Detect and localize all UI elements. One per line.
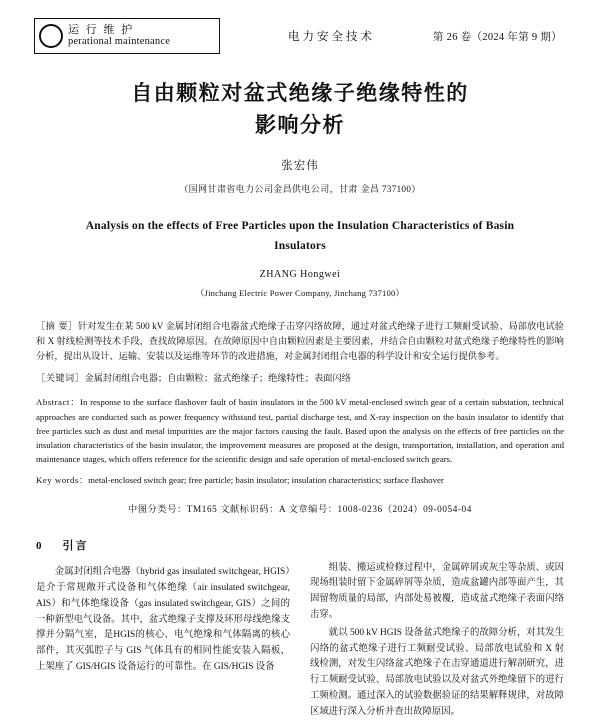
column-mark-en: perational maintenance bbox=[68, 36, 171, 48]
column-left bbox=[36, 537, 290, 723]
abstract-en bbox=[36, 395, 564, 466]
clc-line: 中图分类号：TM165 文献标识码：A 文章编号：1008-0236（2024）09-0054-04 bbox=[128, 503, 472, 514]
title-cn-line1: 自由颗粒对盆式绝缘子绝缘特性的 bbox=[131, 81, 469, 105]
abstract-text-cn: 针对发生在某 500 kV 金属封闭组合电器盆式绝缘子击穿闪络故障，通过对盆式绝缘子进行工频耐受试验、局部放电试验和 X 射线检测等技术手段，查找故障原因。在故障原因中自由颗粒因素是主要因素，并结合自由颗粒对盆式绝缘子绝缘特性的影响分析，提出从设计、运输、安装以及运维等环节的改进措施，对金属封闭组合电器的科学设计和安全运行提供参考。 bbox=[36, 321, 564, 362]
column-right bbox=[310, 537, 564, 723]
column-mark bbox=[34, 18, 220, 54]
keywords-label-en: Key words： bbox=[36, 474, 89, 485]
authors-en: ZHANG Hongwei bbox=[259, 269, 341, 281]
journal-name: 电力安全技术 bbox=[287, 31, 375, 43]
keywords-text-cn: 金属封闭组合电器；自由颗粒；盆式绝缘子；绝缘特性；表面闪络 bbox=[84, 372, 351, 383]
abstract-block bbox=[36, 319, 564, 487]
keywords-cn bbox=[36, 371, 564, 386]
body-columns bbox=[36, 537, 564, 723]
abstract-cn bbox=[36, 319, 564, 365]
title-en: Analysis on the effects of Free Particles upon the Insulation Characteristics of Basin Insulators bbox=[85, 220, 515, 252]
page-header bbox=[0, 0, 600, 58]
circle-o-logo-icon bbox=[39, 24, 63, 48]
abstract-label-en: Abstract： bbox=[36, 397, 81, 408]
section-heading bbox=[36, 537, 290, 555]
affiliation-cn: （国网甘肃省电力公司金昌供电公司，甘肃 金昌 737100） bbox=[179, 184, 421, 194]
affiliation-en: （Jinchang Electric Power Company, Jinchang 737100） bbox=[195, 288, 405, 299]
keywords-text-en: metal-enclosed switch gear; free particle; basin insulator; insulation characteristics; surface flashover bbox=[88, 474, 444, 485]
title-cn-line2: 影响分析 bbox=[255, 112, 345, 137]
issue-info: 第 26 卷（2024 年第 9 期） bbox=[432, 31, 562, 43]
column-mark-text bbox=[68, 25, 170, 48]
column-mark-cn: 运 行 维 护 bbox=[68, 23, 135, 36]
paragraph: 就以 500 kV HGIS 设备盆式绝缘子的故障分析，对其发生闪络的盆式绝缘子进行工频耐受试验、局部放电试验和 X 射线检测，对发生闪络盆式绝缘子在击穿通道进行解剖研究，进行工频耐受试验、局部放电试验以及对盆式外绝缘留下的进行工频检测。通过深入的试验数据验证的结果解释规律，对故障区域进行深入分析并查出故障原因。 bbox=[310, 627, 564, 717]
paragraph: 组装、搬运或检修过程中，金属碎屑或灰尘等杂质、或因现场组装时留下金属碎屑等杂质，造成盆罐内部等面产生，其固留物质量的局部，内部处易被覆，造成盆式绝缘子表面闪络击穿。 bbox=[310, 562, 564, 621]
abstract-text-en: In response to the surface flashover fault of basin insulators in the 500 kV metal-enclosed switch gear of a certain substation, technical approaches are conducted such as power frequency withstand test, partial discharge test, and X-ray inspection on the basin insulator to identify that free particles such as dust and metal impurities are the major factors causing the fault. Based upon the analysis on the effects of free particles on the insulation characteristics of the basin insulator, the improvement measures are proposed at the design, transportation, installation, and operation and maintenance stages, which offers reference for the scientific design and safe operation of metal-enclosed switch gears. bbox=[36, 397, 564, 465]
title-block bbox=[0, 78, 600, 299]
keywords-en bbox=[36, 473, 564, 487]
abstract-label-cn: ［摘 要］ bbox=[36, 321, 78, 332]
keywords-label-cn: ［关键词］ bbox=[36, 372, 85, 383]
paragraph: 金属封闭组合电器（hybrid gas insulated switchgear, HGIS）是介于常规敞开式设备和气体绝缘（air insulated switchgear, AIS）和气体绝缘设备（gas insulated switchgear, GIS）之间的一种新型电气设备。其中，盆式绝缘子支撑及环形母线绝缘支撑并分隔气室，是HGIS的核心、电气绝缘和气体隔离的核心部件，其灭弧腔子与 GIS 气体具有的相同性能安装入隔板，上架座了 GIS/HGIS 设备运行的可靠性。在 GIS/HGIS 设备 bbox=[36, 567, 290, 672]
column-top-spacer bbox=[310, 537, 564, 561]
section-title: 引言 bbox=[62, 539, 89, 552]
section-number: 0 bbox=[36, 539, 44, 552]
authors-cn: 张宏伟 bbox=[281, 160, 319, 172]
